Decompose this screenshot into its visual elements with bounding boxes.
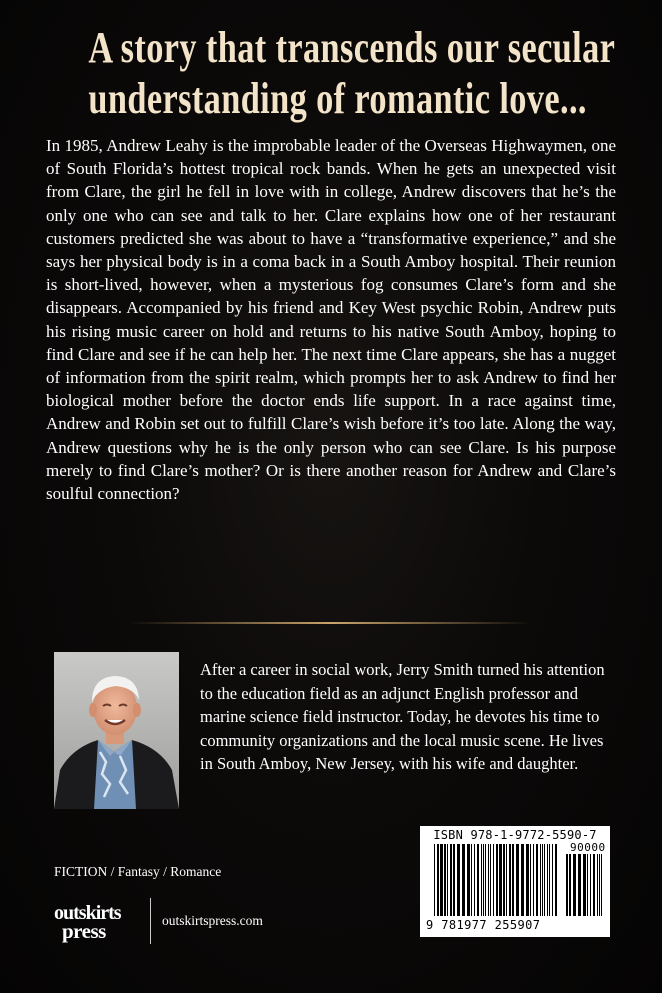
barcode-bar (453, 844, 455, 916)
barcode-bar (481, 844, 482, 916)
barcode-bar (549, 844, 550, 916)
barcode-bar (483, 844, 484, 916)
barcode-bar (467, 844, 470, 916)
barcode-bar (457, 844, 460, 916)
barcode-bar (496, 844, 498, 916)
barcode-bar (434, 844, 435, 916)
barcode-bar (533, 844, 534, 916)
barcode-bar (499, 844, 502, 916)
publisher-logo-line-1: outskirts (54, 902, 121, 924)
headline-line-2: understanding of romantic love... (88, 74, 587, 123)
isbn-label: ISBN 978-1-9772-5590-7 (433, 828, 597, 842)
publisher-logo-line-2: press (62, 919, 106, 943)
isbn-barcode (420, 826, 610, 937)
book-category: FICTION / Fantasy / Romance (54, 864, 222, 879)
publisher-website: outskirtspress.com (162, 913, 263, 928)
barcode-bar (440, 844, 443, 916)
barcode-bar (540, 844, 541, 916)
barcode-bar (578, 854, 581, 916)
barcode-bar (526, 844, 529, 916)
barcode-digits: 9 781977 255907 (426, 918, 541, 932)
barcode-bar (573, 854, 576, 916)
barcode-bar (597, 854, 598, 916)
author-photo (54, 652, 179, 809)
barcode-bar (569, 854, 571, 916)
author-bio: After a career in social work, Jerry Smith turned his attention to the education field as an adjunct English professor and marine science field instructor. Today, he devotes his time to community organizations and the local music scene. He lives in South Amboy, New Jersey, with his wife and daughter. (200, 660, 605, 773)
barcode-bar (512, 844, 514, 916)
barcode-bar (555, 844, 557, 916)
barcode-bar (490, 844, 491, 916)
logo-separator (150, 898, 151, 944)
barcode-bar (509, 844, 511, 916)
barcode-bar (471, 844, 472, 916)
barcode-bar (599, 854, 600, 916)
barcode-bar (536, 844, 538, 916)
barcode-bar (437, 844, 439, 916)
barcode-bar (566, 854, 568, 916)
barcode-bar (506, 844, 507, 916)
barcode-bar (547, 844, 548, 916)
barcode-bar (530, 844, 531, 916)
barcode-bar (450, 844, 452, 916)
barcode-bar (485, 844, 486, 916)
book-blurb: In 1985, Andrew Leahy is the improbable leader of the Overseas Highwaymen, one of South Florida’s hottest tropical rock bands. When he gets an unexpected visit from Clare, the girl he fell in love with in college, Andrew discovers that he’s the only one who can see and talk to her. Clare explains how one of her restaurant customers predicted she was about to have a “transformative experience,” and she says her physical body is in a coma back in a South Amboy hospital. Their reunion is short-lived, however, when a mysterious fog consumes Clare’s form and she disappears. Accompanied by his friend and Key West psychic Robin, Andrew puts his rising music career on hold and returns to his native South Amboy, hoping to find Clare and see if he can help her. The next time Clare appears, she has a nugget of information from the spirit realm, which prompts her to ask Andrew to find her biological mother before the doctor ends life support. In a race against time, Andrew and Robin set out to fulfill Clare’s wish before it’s too late. Along the way, Andrew questions why he is the only person who can see Clare. Is his purpose merely to find Clare’s mother? Or is there another reason for Andrew and Clare’s soulful connection? (46, 136, 616, 504)
headline-line-1: A story that transcends our secular (88, 23, 616, 72)
barcode-bar (474, 844, 475, 916)
publisher-logo (54, 902, 144, 946)
barcode-bar (521, 844, 524, 916)
barcode-bar (477, 844, 479, 916)
barcode-bar (544, 844, 545, 916)
barcode-bar (587, 854, 588, 916)
barcode-bar (462, 844, 465, 916)
barcode-addon-digits: 90000 (570, 841, 606, 854)
barcode-bar (488, 844, 489, 916)
barcode-bar (493, 844, 494, 916)
barcode-bar (552, 844, 553, 916)
barcode-bar (583, 854, 586, 916)
barcode-bar (542, 844, 543, 916)
barcode-bar (503, 844, 505, 916)
barcode-bar (590, 854, 591, 916)
section-divider (130, 622, 532, 624)
barcode-bar (516, 844, 519, 916)
barcode-bar (593, 854, 595, 916)
barcode-bar (601, 854, 602, 916)
barcode-bar (447, 844, 448, 916)
barcode-bar (444, 844, 446, 916)
headline (88, 22, 616, 124)
